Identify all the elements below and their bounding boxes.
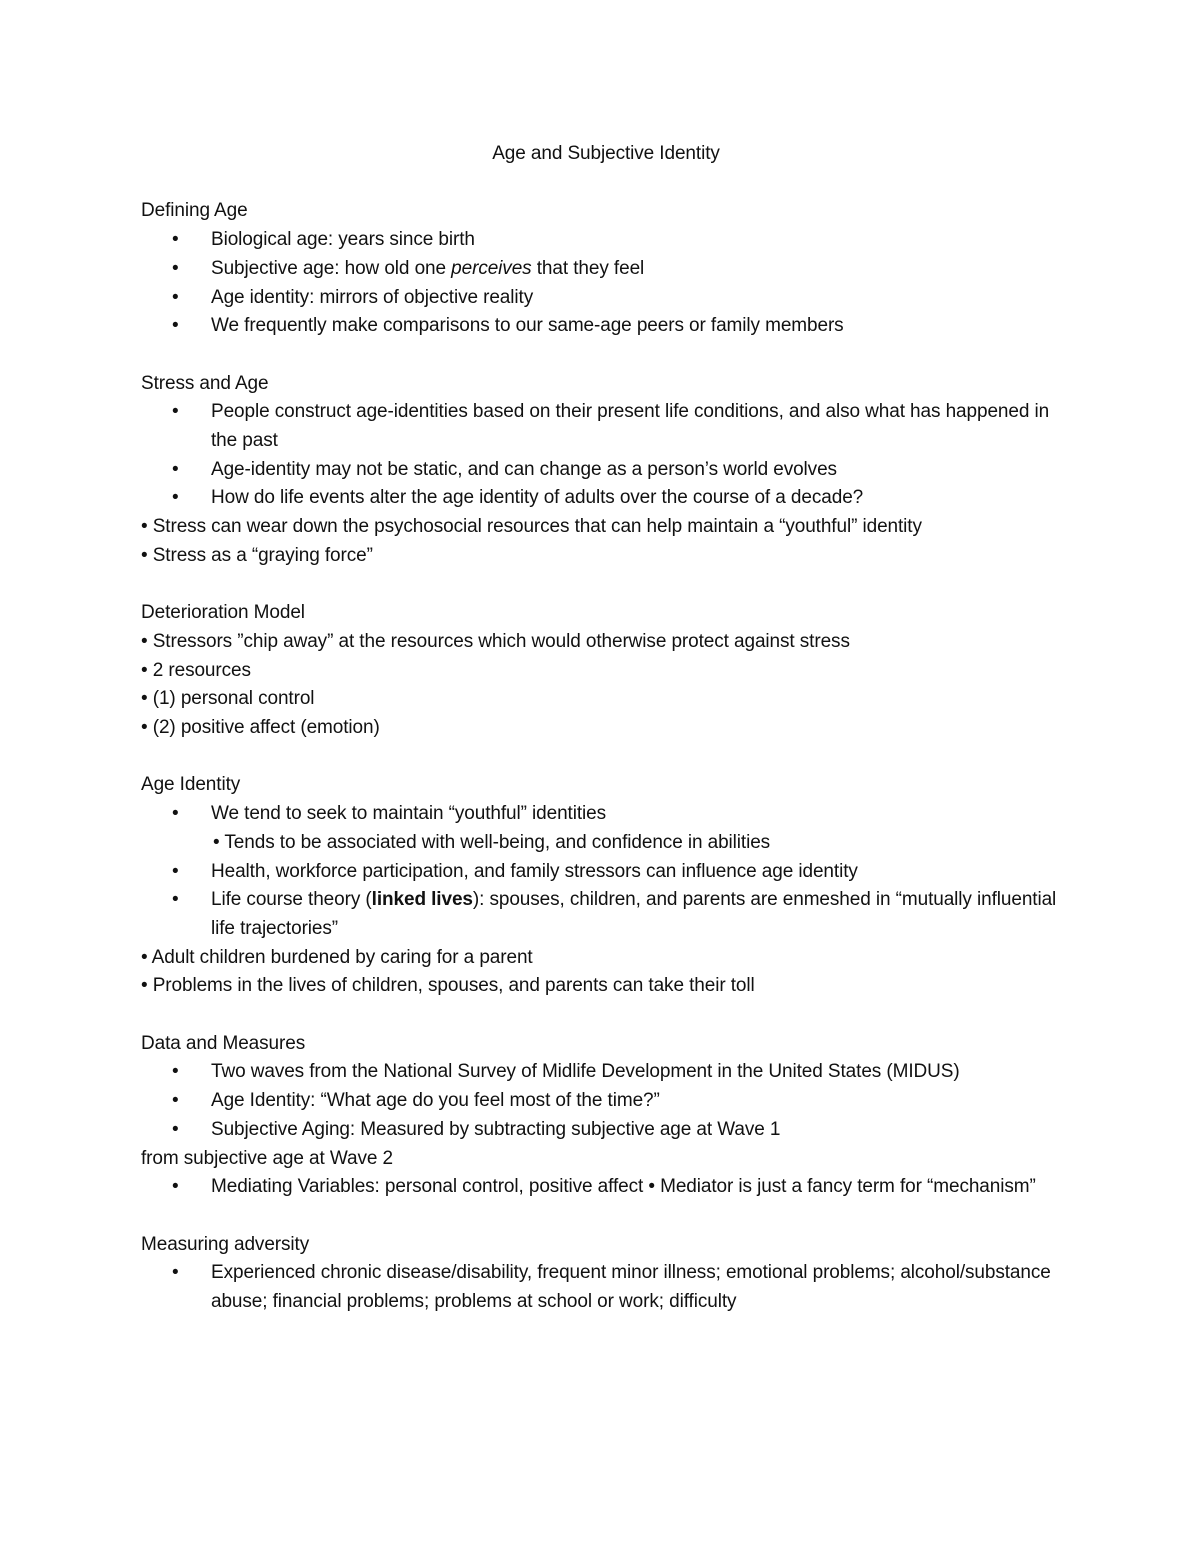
list-item [141, 1173, 1071, 1202]
bold-text: linked lives [371, 889, 473, 911]
list-item [141, 886, 1071, 943]
continuation-line: from subjective age at Wave 2 [141, 1147, 393, 1169]
list-item-text: We frequently make comparisons to our same-age peers or family members [211, 315, 844, 337]
list-item-text: How do life events alter the age identity of adults over the course of a decade? [211, 487, 864, 509]
inline-bullet-line: • Adult children burdened by caring for a parent [141, 946, 533, 968]
section-heading-stress-and-age: Stress and Age [141, 372, 269, 394]
inline-bullet-line: • Stress as a “graying force” [141, 544, 373, 566]
inline-bullet-line: • Stress can wear down the psychosocial resources that can help maintain a “youthful” identity [141, 516, 922, 538]
bullet-icon: • [172, 1061, 179, 1083]
list-item-text: Health, workforce participation, and family stressors can influence age identity [211, 860, 858, 882]
list-item [141, 255, 1071, 284]
list-item-text: Experienced chronic disease/disability, frequent minor illness; emotional problems; alcohol/substance abuse; financial problems; problems at school or work; difficulty [211, 1262, 1051, 1313]
list-item [141, 226, 1071, 255]
section-heading-measuring-adversity: Measuring adversity [141, 1233, 310, 1255]
list-item [141, 800, 1071, 829]
list-item [141, 1116, 1071, 1145]
inline-bullet-line: • Problems in the lives of children, spouses, and parents can take their toll [141, 975, 755, 997]
list-item-text: We tend to seek to maintain “youthful” identities [211, 803, 607, 825]
list-item [141, 456, 1071, 485]
bullet-icon: • [172, 1090, 179, 1112]
inline-bullet-line: • (2) positive affect (emotion) [141, 717, 380, 739]
list-item-text: Age Identity: “What age do you feel most of the time?” [211, 1090, 660, 1112]
list-item-text: Life course theory ( [211, 889, 372, 911]
list-item [141, 858, 1071, 887]
list-item-text: Two waves from the National Survey of Midlife Development in the United States (MIDUS) [211, 1061, 960, 1083]
list-item [141, 312, 1071, 341]
bullet-icon: • [172, 860, 179, 882]
list-item-text: People construct age-identities based on their present life conditions, and also what has happened in the past [211, 401, 1050, 451]
list-item-text: Age-identity may not be static, and can change as a person’s world evolves [211, 458, 837, 480]
document-title: Age and Subjective Identity [492, 143, 720, 164]
list-item-text: Subjective Aging: Measured by subtracting subjective age at Wave 1 [211, 1118, 781, 1140]
section-heading-defining-age: Defining Age [141, 200, 248, 222]
bullet-icon: • [172, 1262, 179, 1284]
bullet-icon: • [172, 803, 179, 825]
bullet-icon: • [172, 889, 179, 911]
list-item [141, 1087, 1071, 1116]
list-item [141, 484, 1071, 513]
list-item-text: Subjective age: how old one [211, 257, 452, 279]
bullet-icon: • [172, 1176, 179, 1198]
sub-inline-bullet-line: • Tends to be associated with well-being, and confidence in abilities [213, 831, 771, 853]
document-body [141, 140, 1071, 1317]
list-item-text: that they feel [531, 257, 645, 279]
bullet-icon: • [172, 229, 179, 251]
list-item-text: Age identity: mirrors of objective reality [211, 286, 534, 308]
emphasis-text: perceives [451, 257, 532, 279]
bullet-icon: • [172, 487, 179, 509]
section-heading-age-identity: Age Identity [141, 774, 241, 796]
bullet-icon: • [172, 1118, 179, 1140]
inline-bullet-line: • Stressors ”chip away” at the resources which would otherwise protect against stress [141, 630, 850, 652]
section-heading-deterioration-model: Deterioration Model [141, 602, 305, 624]
list-item [141, 1259, 1071, 1316]
bullet-icon: • [172, 286, 179, 308]
list-item [141, 398, 1071, 455]
section-heading-data-and-measures: Data and Measures [141, 1032, 306, 1054]
list-item-text: Biological age: years since birth [211, 229, 475, 251]
list-item-text: ): spouses, children, and parents are enmeshed in “mutually influential life trajectories” [211, 889, 1057, 939]
bullet-icon: • [172, 315, 179, 337]
list-item-text: Mediating Variables: personal control, positive affect • Mediator is just a fancy term for “mechanism” [211, 1176, 1036, 1198]
inline-bullet-line: • 2 resources [141, 659, 251, 681]
bullet-icon: • [172, 257, 179, 279]
inline-bullet-line: • (1) personal control [141, 688, 315, 710]
bullet-icon: • [172, 458, 179, 480]
bullet-icon: • [172, 401, 179, 423]
list-item [141, 284, 1071, 313]
list-item [141, 1058, 1071, 1087]
